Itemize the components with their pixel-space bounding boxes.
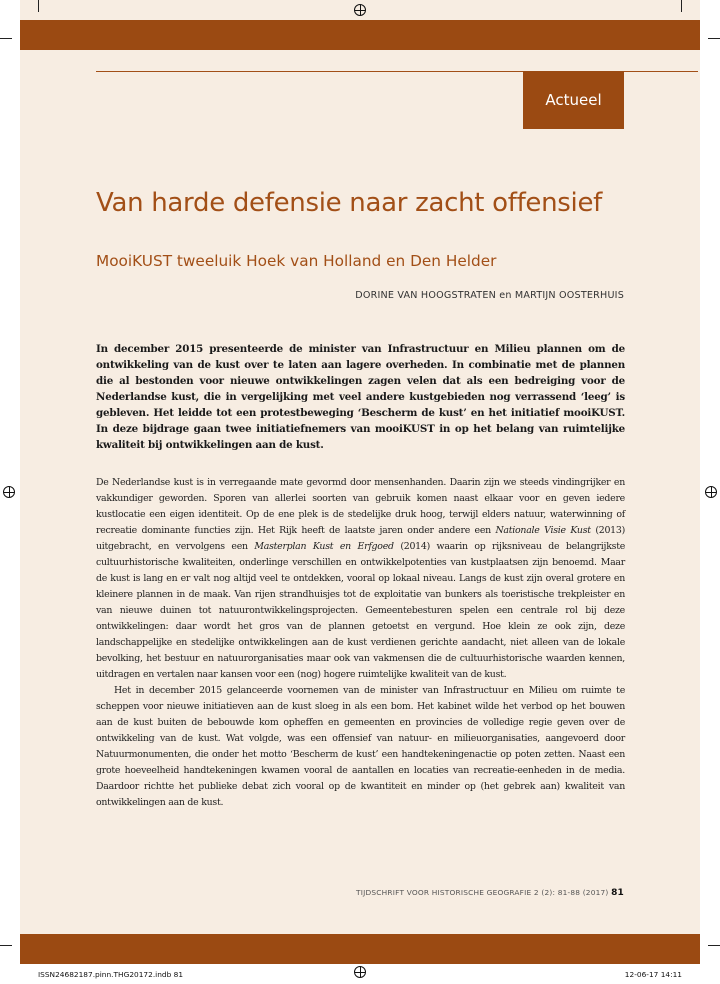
- section-label: Actueel: [545, 91, 602, 109]
- article-subtitle: MooiKUST tweeluik Hoek van Holland en Den Helder: [96, 252, 497, 270]
- author-1: DORINE VAN HOOGSTRATEN: [355, 290, 497, 301]
- registration-mark-icon: [3, 486, 15, 498]
- body-text: [96, 475, 625, 811]
- publication-title: Nationale Visie Kust: [495, 525, 591, 536]
- bottom-color-band: [20, 934, 700, 964]
- crop-mark: [0, 38, 12, 39]
- registration-mark-icon: [705, 486, 717, 498]
- lead-paragraph: In december 2015 presenteerde de minister van Infrastructuur en Milieu plannen om de ontwikkeling van de kust over te laten aan lagere overheden. In combinatie met de plannen die al bestonden voor nieuwe ontwikkelingen zagen velen dat als een bedreiging voor de Nederlandse kust, die in vergelijking met veel andere kustgebieden nog verrassend ‘leeg’ is gebleven. Het leidde tot een protestbeweging ‘Bescherm de kust’ en het initiatief mooiKUST. In deze bijdrage gaan twee initiatiefnemers van mooiKUST in op het belang van ruimtelijke kwaliteit bij ontwikkelingen aan de kust.: [96, 343, 625, 451]
- top-color-band: [20, 20, 700, 50]
- crop-mark: [708, 38, 720, 39]
- publication-title: Masterplan Kust en Erfgoed: [254, 541, 394, 552]
- crop-mark: [681, 0, 682, 12]
- page-number: 81: [611, 888, 624, 898]
- registration-mark-icon: [354, 4, 366, 16]
- crop-mark: [38, 0, 39, 12]
- journal-name: TIJDSCHRIFT VOOR HISTORISCHE GEOGRAFIE 2 (2): 81-88 (2017): [356, 888, 609, 897]
- article-title: Van harde defensie naar zacht offensief: [96, 188, 603, 218]
- registration-mark-icon: [354, 966, 366, 978]
- body-paragraph-1: De Nederlandse kust is in verregaande mate gevormd door mensenhanden. Daarin zijn we steeds vindingrijker en vakkundiger geworden. Sporen van allerlei soorten van gebruik komen naast elkaar voor en geven iedere kustlocatie een eigen identiteit. Op de ene plek is de stedelijke druk hoog, terwijl elders natuur, waterwinning of recreatie dominante functies zijn. Het Rijk heeft de laatste jaren onder andere een Nationale Visie Kust (2013) uitgebracht, en vervolgens een Masterplan Kust en Erfgoed (2014) waarin op rijksniveau de belangrijkste cultuurhistorische kwaliteiten, onderlinge verschillen en ontwikkelpotenties van kustplaatsen zijn benoemd. Maar de kust is lang en er valt nog altijd veel te ontdekken, vooral op lokaal niveau. Langs de kust zijn overal grotere en kleinere plannen in de maak. Van rijen strandhuisjes tot de exploitatie van bunkers als toeristische trekpleister en van nieuwe duinen tot natuurontwikkelingsprojecten. Gemeentebesturen spelen een centrale rol bij deze ontwikkelingen: daar wordt het gros van de plannen getoetst en vergund. Hoe klein ze ook zijn, deze landschappelijke en stedelijke ontwikkelingen aan de kust verdienen gerichte aandacht, niet alleen van de lokale bevolking, het bestuur en natuurorganisaties maar ook van vakmensen die de cultuurhistorische waarden kennen, uitdragen en vertalen naar kansen voor een (nog) hogere ruimtelijke kwaliteit van de kust.: [96, 477, 626, 680]
- section-tag: [523, 71, 624, 129]
- crop-mark: [0, 945, 12, 946]
- print-slug-datetime: 12-06-17 14:11: [624, 970, 682, 979]
- author-conjunction: en: [499, 290, 512, 301]
- author-2: MARTIJN OOSTERHUIS: [514, 290, 624, 301]
- crop-mark: [708, 945, 720, 946]
- print-slug-file: ISSN24682187.pinn.THG20172.indb 81: [38, 970, 184, 979]
- body-paragraph-2: Het in december 2015 gelanceerde voornemen van de minister van Infrastructuur en Milieu om ruimte te scheppen voor nieuwe initiatieven aan de kust sloeg in als een bom. Het kabinet wilde het verbod op het bouwen aan de kust buiten de bebouwde kom opheffen en gemeenten en provincies de volledige regie geven over de ontwikkeling van de kust. Wat volgde, was een offensief van natuur- en milieuorganisaties, aangevoerd door Natuurmonumenten, die onder het motto ‘Bescherm de kust’ een handtekeningenactie op poten zetten. Naast een grote hoeveelheid handtekeningen kwamen vooral de aantallen en locaties van recreatie-eenheden in de media. Daardoor richtte het publieke debat zich vooral op de kwantiteit en minder op (het gebrek aan) kwaliteit van ontwikkelingen aan de kust.: [96, 685, 625, 808]
- journal-citation: [356, 888, 624, 898]
- authors-line: [355, 290, 624, 301]
